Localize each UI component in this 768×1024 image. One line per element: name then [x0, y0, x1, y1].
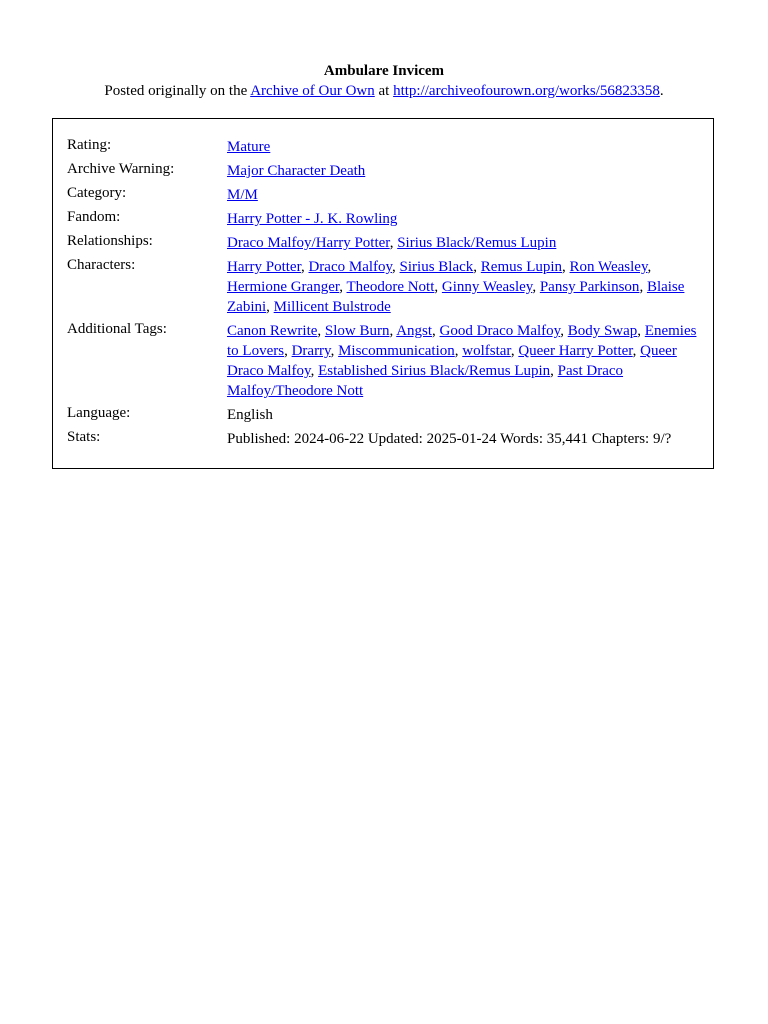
tags-row — [67, 319, 703, 403]
language-value: English — [227, 407, 273, 423]
rating-link[interactable]: Mature — [227, 139, 271, 155]
tag-link[interactable]: Ron Weasley — [569, 259, 648, 275]
relationships-label: Relationships: — [67, 233, 153, 249]
tag-link[interactable]: Millicent Bulstrode — [273, 299, 391, 315]
tag-link[interactable]: Canon Rewrite — [227, 323, 318, 339]
work-url-link[interactable]: http://archiveofourown.org/works/56823358 — [393, 83, 660, 99]
relationships-value: Draco Malfoy/Harry Potter, Sirius Black/Remus Lupin — [227, 235, 557, 251]
relationships-row — [67, 231, 703, 255]
tag-link[interactable]: Miscommunication — [338, 343, 455, 359]
posted-line — [0, 82, 768, 101]
category-row — [67, 183, 703, 207]
fandom-row — [67, 207, 703, 231]
tag-link[interactable]: Blaise Zabini — [227, 279, 685, 315]
stats-label: Stats: — [67, 429, 101, 445]
tag-link[interactable]: Queer Harry Potter — [518, 343, 633, 359]
tag-link[interactable]: Good Draco Malfoy — [439, 323, 561, 339]
tag-link[interactable]: Harry Potter — [227, 259, 301, 275]
work-header — [0, 62, 768, 101]
category-value — [227, 183, 703, 207]
stats-row — [67, 427, 703, 451]
tag-link[interactable]: Draco Malfoy — [308, 259, 393, 275]
tag-link[interactable]: Slow Burn — [324, 323, 390, 339]
tag-link[interactable]: Established Sirius Black/Remus Lupin — [318, 363, 551, 379]
tag-link[interactable]: Theodore Nott — [346, 279, 435, 295]
tag-link[interactable]: Past Draco Malfoy/Theodore Nott — [227, 363, 624, 399]
fandom-link[interactable]: Harry Potter - J. K. Rowling — [227, 211, 398, 227]
fandom-value — [227, 207, 703, 231]
tag-link[interactable]: Body Swap — [567, 323, 638, 339]
warning-row — [67, 159, 703, 183]
tag-link[interactable]: Queer Draco Malfoy — [227, 343, 677, 379]
tag-link[interactable]: wolfstar — [462, 343, 511, 359]
tag-link[interactable]: Remus Lupin — [480, 259, 563, 275]
rating-row — [67, 135, 703, 159]
characters-label: Characters: — [67, 257, 136, 273]
characters-row — [67, 255, 703, 319]
metadata-box — [52, 118, 714, 469]
tag-link[interactable]: Ginny Weasley — [441, 279, 533, 295]
language-label: Language: — [67, 405, 131, 421]
tag-link[interactable]: Draco Malfoy/Harry Potter — [227, 235, 390, 251]
posted-prefix: Posted originally on the — [104, 83, 248, 99]
language-row — [67, 403, 703, 427]
warning-label: Archive Warning: — [67, 161, 175, 177]
tag-link[interactable]: Drarry — [291, 343, 331, 359]
work-title: Ambulare Invicem — [323, 63, 445, 79]
rating-label: Rating: — [67, 137, 112, 153]
warning-value — [227, 159, 703, 183]
characters-value: Harry Potter, Draco Malfoy, Sirius Black, Remus Lupin, Ron Weasley, Hermione Granger, Theodore Nott, Ginny Weasley, Pansy Parkinson, Blaise Zabini, Millicent Bulstrode — [227, 259, 685, 315]
tag-link[interactable]: Enemies to Lovers — [227, 323, 697, 359]
trailing-period: . — [659, 83, 664, 99]
metadata-table — [67, 135, 703, 451]
warning-link[interactable]: Major Character Death — [227, 163, 366, 179]
stats-value: Published: 2024-06-22 Updated: 2025-01-24 Words: 35,441 Chapters: 9/? — [227, 431, 672, 447]
tag-link[interactable]: Pansy Parkinson — [539, 279, 640, 295]
tags-label: Additional Tags: — [67, 321, 167, 337]
tag-link[interactable]: Sirius Black — [399, 259, 474, 275]
category-link[interactable]: M/M — [227, 187, 258, 203]
fandom-label: Fandom: — [67, 209, 121, 225]
at-text: at — [378, 83, 390, 99]
tags-value: Canon Rewrite, Slow Burn, Angst, Good Draco Malfoy, Body Swap, Enemies to Lovers, Drarry, Miscommunication, wolfstar, Queer Harry Potter, Queer Draco Malfoy, Established Sirius Black/Remus Lupin, Past Draco Malfoy/Theodore Nott — [227, 323, 697, 399]
tag-link[interactable]: Angst — [396, 323, 433, 339]
tag-link[interactable]: Hermione Granger — [227, 279, 340, 295]
rating-value — [227, 135, 703, 159]
tag-link[interactable]: Sirius Black/Remus Lupin — [397, 235, 557, 251]
archive-link[interactable]: Archive of Our Own — [250, 83, 375, 99]
category-label: Category: — [67, 185, 127, 201]
